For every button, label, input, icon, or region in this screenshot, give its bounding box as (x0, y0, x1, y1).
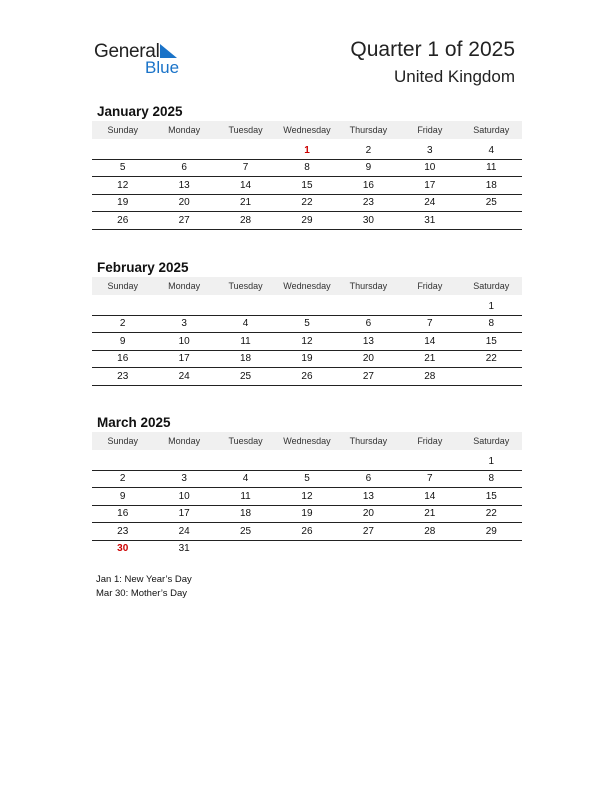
weekday-header: Saturday (461, 121, 522, 139)
empty-day-cell (215, 540, 276, 557)
weekday-header: Monday (153, 432, 214, 450)
month-calendar (92, 121, 522, 230)
holiday-notes (96, 573, 192, 601)
day-cell: 26 (276, 523, 337, 541)
page-title: Quarter 1 of 2025 (350, 38, 515, 61)
day-cell: 1 (461, 298, 522, 315)
day-cell: 7 (215, 159, 276, 177)
empty-day-cell (153, 298, 214, 315)
day-cell: 13 (153, 177, 214, 195)
day-cell: 24 (399, 194, 460, 212)
day-cell: 19 (276, 505, 337, 523)
week-row (92, 350, 522, 368)
empty-day-cell (215, 453, 276, 470)
day-cell: 21 (399, 505, 460, 523)
week-row (92, 194, 522, 212)
week-row (92, 453, 522, 470)
week-row (92, 142, 522, 159)
day-cell: 15 (461, 333, 522, 351)
weekday-header: Wednesday (276, 432, 337, 450)
day-cell: 7 (399, 470, 460, 488)
day-cell: 22 (461, 350, 522, 368)
day-cell: 18 (461, 177, 522, 195)
day-cell: 22 (461, 505, 522, 523)
day-cell: 26 (92, 212, 153, 230)
month-february (92, 259, 522, 386)
empty-day-cell (276, 298, 337, 315)
day-cell: 31 (178, 543, 190, 555)
day-cell: 27 (338, 523, 399, 541)
weekday-header: Wednesday (276, 121, 337, 139)
day-cell: 17 (399, 177, 460, 195)
day-cell: 1 (276, 142, 337, 159)
day-cell: 20 (338, 350, 399, 368)
week-row (92, 470, 522, 488)
weekday-header: Sunday (92, 432, 153, 450)
day-cell: 8 (461, 470, 522, 488)
weekday-header-row (92, 432, 522, 450)
day-cell: 18 (215, 505, 276, 523)
day-cell: 29 (461, 523, 522, 541)
month-calendar (92, 432, 522, 557)
day-cell: 16 (338, 177, 399, 195)
country-name: United Kingdom (394, 67, 515, 86)
empty-day-cell (92, 298, 153, 315)
empty-day-cell (461, 540, 522, 557)
logo-word-blue: Blue (145, 58, 180, 77)
brand-logo (94, 41, 194, 81)
day-cell: 20 (153, 194, 214, 212)
weekday-header: Saturday (461, 432, 522, 450)
weekday-header: Friday (399, 121, 460, 139)
week-row (92, 333, 522, 351)
weekday-header-row (92, 121, 522, 139)
holiday-note: Mar 30: Mother’s Day (96, 588, 187, 599)
day-cell: 4 (215, 315, 276, 333)
day-cell: 28 (399, 368, 460, 386)
month-calendar (92, 277, 522, 386)
weekday-header: Thursday (338, 432, 399, 450)
empty-day-cell (338, 298, 399, 315)
week-row (92, 488, 522, 506)
day-cell: 22 (276, 194, 337, 212)
day-cell: 13 (338, 333, 399, 351)
day-cell: 28 (399, 523, 460, 541)
day-cell: 8 (461, 315, 522, 333)
day-cell: 15 (461, 488, 522, 506)
day-cell: 5 (276, 315, 337, 333)
day-cell: 9 (338, 159, 399, 177)
day-cell: 7 (399, 315, 460, 333)
day-cell: 24 (153, 368, 214, 386)
day-cell: 3 (153, 470, 214, 488)
week-row (92, 177, 522, 195)
day-cell: 30 (338, 212, 399, 230)
day-cell: 6 (153, 159, 214, 177)
weekday-header: Sunday (92, 121, 153, 139)
empty-day-cell (276, 540, 337, 557)
empty-day-cell (92, 453, 153, 470)
weekday-header: Monday (153, 121, 214, 139)
empty-day-cell (338, 453, 399, 470)
day-cell: 19 (276, 350, 337, 368)
empty-day-cell (92, 142, 153, 159)
day-cell: 16 (92, 505, 153, 523)
day-cell: 10 (399, 159, 460, 177)
week-row (92, 212, 522, 230)
weekday-header: Tuesday (215, 277, 276, 295)
day-cell: 25 (215, 368, 276, 386)
week-row (92, 298, 522, 315)
day-cell: 28 (215, 212, 276, 230)
weekday-header: Sunday (92, 277, 153, 295)
empty-day-cell (153, 453, 214, 470)
day-cell: 15 (276, 177, 337, 195)
day-cell: 11 (215, 333, 276, 351)
day-cell: 30 (117, 543, 129, 555)
day-cell: 2 (338, 142, 399, 159)
day-cell: 19 (92, 194, 153, 212)
day-cell: 20 (338, 505, 399, 523)
day-cell: 11 (461, 159, 522, 177)
day-cell: 3 (399, 142, 460, 159)
day-cell: 14 (399, 488, 460, 506)
day-cell: 21 (215, 194, 276, 212)
month-march (92, 414, 522, 557)
weekday-header: Tuesday (215, 432, 276, 450)
week-row (92, 505, 522, 523)
day-cell: 9 (92, 488, 153, 506)
day-cell: 12 (92, 177, 153, 195)
month-title: February 2025 (97, 260, 189, 275)
day-cell: 24 (153, 523, 214, 541)
logo-word-general: General (94, 41, 160, 62)
day-cell: 8 (276, 159, 337, 177)
week-row (92, 368, 522, 386)
empty-day-cell (399, 453, 460, 470)
day-cell: 17 (153, 350, 214, 368)
day-cell: 16 (92, 350, 153, 368)
holiday-note: Jan 1: New Year’s Day (96, 574, 192, 585)
day-cell: 12 (276, 333, 337, 351)
day-cell: 9 (92, 333, 153, 351)
day-cell: 5 (92, 159, 153, 177)
empty-day-cell (276, 453, 337, 470)
weekday-header: Thursday (338, 121, 399, 139)
day-cell: 23 (92, 523, 153, 541)
day-cell: 31 (399, 212, 460, 230)
day-cell: 29 (276, 212, 337, 230)
empty-day-cell (461, 212, 522, 230)
day-cell: 25 (461, 194, 522, 212)
day-cell: 6 (338, 470, 399, 488)
day-cell: 10 (153, 488, 214, 506)
month-title: March 2025 (97, 415, 171, 430)
day-cell: 4 (215, 470, 276, 488)
day-cell: 3 (153, 315, 214, 333)
day-cell: 1 (461, 453, 522, 470)
day-cell: 11 (215, 488, 276, 506)
day-cell: 17 (153, 505, 214, 523)
day-cell: 13 (338, 488, 399, 506)
day-cell: 23 (92, 368, 153, 386)
week-row (92, 315, 522, 333)
weekday-header: Tuesday (215, 121, 276, 139)
month-january (92, 103, 522, 230)
week-row (92, 540, 522, 557)
empty-day-cell (399, 298, 460, 315)
weekday-header: Thursday (338, 277, 399, 295)
weekday-header: Wednesday (276, 277, 337, 295)
weekday-header: Friday (399, 432, 460, 450)
month-title: January 2025 (97, 104, 183, 119)
day-cell: 27 (153, 212, 214, 230)
empty-day-cell (215, 298, 276, 315)
empty-day-cell (215, 142, 276, 159)
day-cell: 2 (92, 470, 153, 488)
day-cell: 26 (276, 368, 337, 386)
day-cell: 23 (338, 194, 399, 212)
empty-day-cell (461, 368, 522, 386)
day-cell: 14 (215, 177, 276, 195)
day-cell: 27 (338, 368, 399, 386)
weekday-header-row (92, 277, 522, 295)
day-cell: 2 (92, 315, 153, 333)
logo-flag-icon (160, 44, 177, 58)
day-cell: 5 (276, 470, 337, 488)
day-cell: 12 (276, 488, 337, 506)
week-row (92, 159, 522, 177)
day-cell: 21 (399, 350, 460, 368)
weekday-header: Saturday (461, 277, 522, 295)
empty-day-cell (399, 540, 460, 557)
day-cell: 10 (153, 333, 214, 351)
empty-day-cell (338, 540, 399, 557)
day-cell: 18 (215, 350, 276, 368)
day-cell: 4 (461, 142, 522, 159)
day-cell: 25 (215, 523, 276, 541)
day-cell: 6 (338, 315, 399, 333)
week-row (92, 523, 522, 541)
weekday-header: Monday (153, 277, 214, 295)
empty-day-cell (153, 142, 214, 159)
day-cell: 14 (399, 333, 460, 351)
weekday-header: Friday (399, 277, 460, 295)
